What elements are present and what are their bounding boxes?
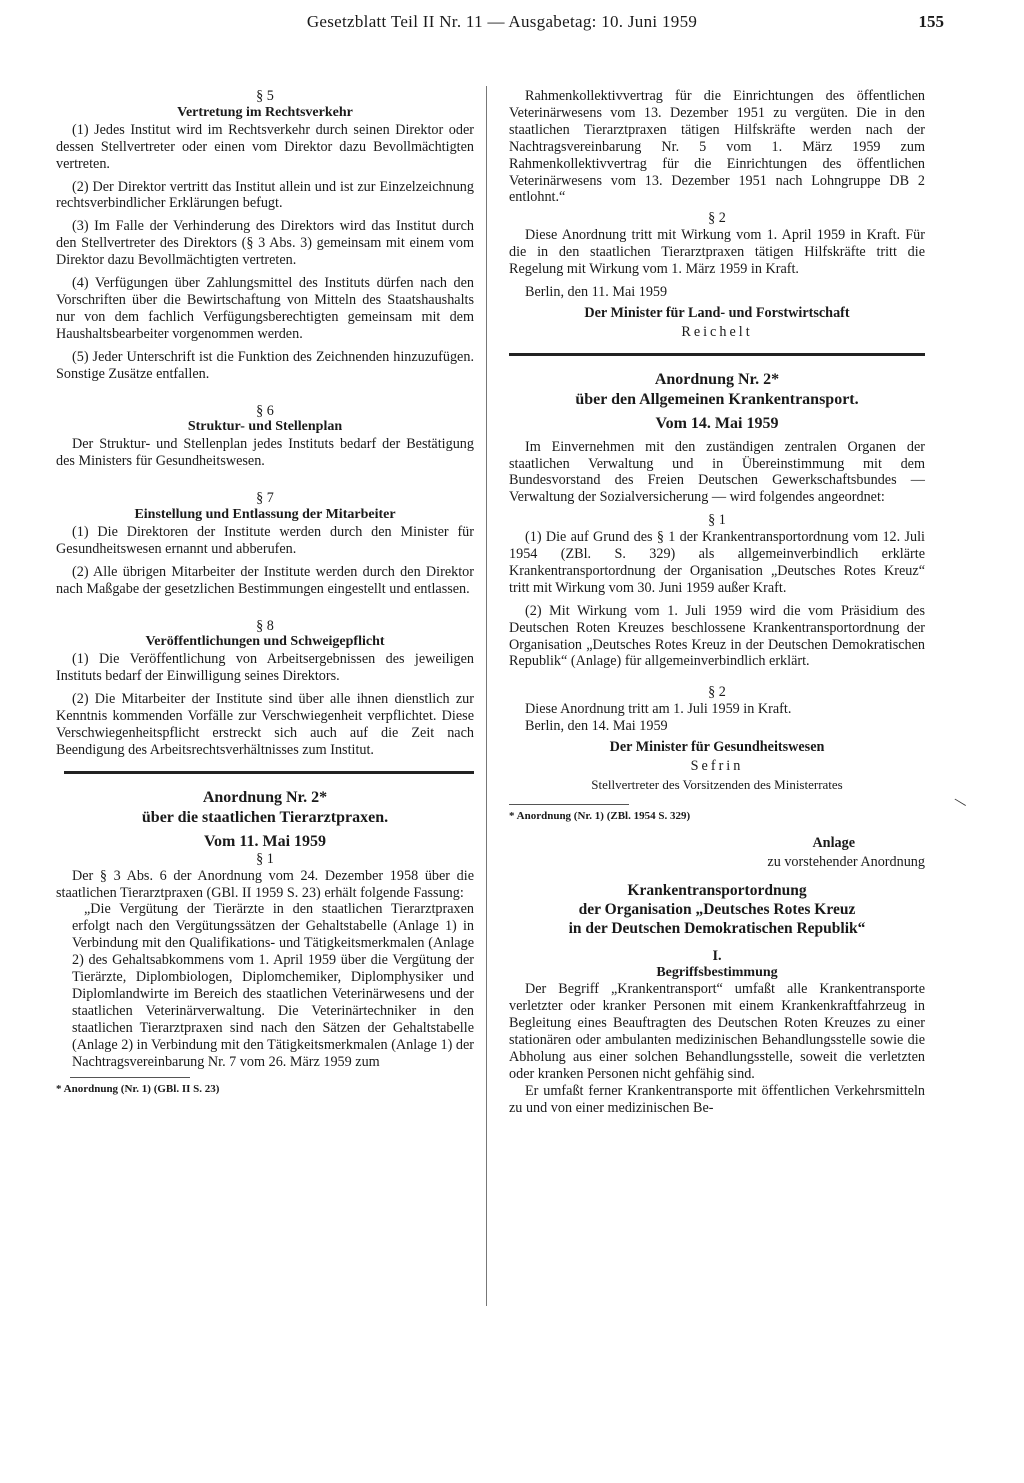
page-header [60, 12, 944, 40]
section-number: § 5 [256, 88, 274, 104]
paragraph: Diese Anordnung tritt mit Wirkung vom 1. April 1959 in Kraft. Für die in den staatlichen Tierarztpraxen tätigen Hilfskräfte tritt die Regelung mit Wirkung vom 1. März 1959 in Kraft. [509, 227, 925, 278]
ordinance-date: Vom 14. Mai 1959 [655, 414, 779, 432]
section-number: § 1 [256, 850, 274, 867]
ordinance-subtitle: über die staatlichen Tierarztpraxen. [141, 808, 389, 826]
section-number: § 2 [708, 210, 726, 227]
ordinance-date: Vom 11. Mai 1959 [203, 832, 327, 850]
ordinance-subtitle: über den Allgemeinen Krankentransport. [575, 390, 859, 408]
signatory-role: Stellvertreter des Vorsitzenden des Ministerrates [591, 776, 843, 792]
chapter-heading: Begriffsbestimmung [656, 964, 778, 980]
paragraph: (5) Jeder Unterschrift ist die Funktion des Zeichnenden hinzuzufügen. Sonstige Zusätze entfallen. [56, 348, 474, 382]
paragraph: (2) Die Mitarbeiter der Institute sind über alle ihnen dienstlich zur Kenntnis kommenden Vorfälle zur Verschwiegenheit verpflichtet. Diese Verschwiegenheitspflicht erstreckt sich auch auf die Zeit nach Beendigung des Arbeitsrechtsverhältnisses zum Institut. [56, 691, 474, 758]
footnote-rule [509, 804, 629, 805]
place-date: Berlin, den 11. Mai 1959 [525, 283, 668, 300]
regulation-title-line: der Organisation „Deutsches Rotes Kreuz [578, 900, 856, 918]
paragraph: (1) Die auf Grund des § 1 der Krankentransportordnung vom 12. Juli 1954 (ZBl. S. 329) als allgemeinverbindlich erklärte Krankentransportordnung der Organisation „Deutsches Rotes Kreuz“ tritt mit Wirkung vom 30. Juni 1959 außer Kraft. [509, 529, 925, 596]
place-date: Berlin, den 14. Mai 1959 [525, 718, 668, 735]
signatory-name: Reichelt [681, 323, 753, 340]
paragraph: (2) Der Direktor vertritt das Institut allein und ist zur Einzelzeichnung rechtsverbindlicher Erklärungen befugt. [56, 178, 474, 212]
right-column [509, 88, 925, 1117]
ordinance-title: Anordnung Nr. 2* [654, 370, 780, 388]
footnote-rule [70, 1077, 190, 1078]
gazette-title: Gesetzblatt Teil II Nr. 11 — Ausgabetag: 10. Juni 1959 [306, 12, 698, 31]
paragraph: (3) Im Falle der Verhinderung des Direktors wird das Institut durch den Stellvertreter des Direktors (§ 3 Abs. 3) gemeinsam mit einem vom Direktor dazu Bevollmächtigten vertreten. [56, 218, 474, 269]
ordinance-title: Anordnung Nr. 2* [202, 788, 328, 806]
minister-title: Der Minister für Land- und Forstwirtschaft [584, 304, 850, 321]
section-number: § 2 [708, 684, 726, 701]
regulation-title-line: in der Deutschen Demokratischen Republik“ [568, 919, 866, 937]
section-number: § 7 [256, 490, 274, 507]
paragraph: (2) Alle übrigen Mitarbeiter der Institute werden durch den Direktor nach Maßgabe der gesetzlichen Bestimmungen eingestellt und entlassen. [56, 563, 474, 597]
annex-heading: Anlage [812, 834, 855, 851]
minister-title: Der Minister für Gesundheitswesen [609, 739, 825, 756]
section-heading: Struktur- und Stellenplan [187, 419, 343, 435]
paragraph: Der § 3 Abs. 6 der Anordnung vom 24. Dezember 1958 über die staatlichen Tierarztpraxen (GBl. II 1959 S. 23) erhält folgende Fassung: [56, 867, 474, 901]
separator-rule [64, 771, 474, 774]
section-heading: Einstellung und Entlassung der Mitarbeiter [134, 507, 396, 523]
quoted-text [56, 901, 474, 1070]
footnote: * Anordnung (Nr. 1) (GBl. II S. 23) [56, 1082, 220, 1095]
page-number: 155 [918, 12, 944, 31]
pen-mark: \ [951, 792, 969, 812]
column-divider [486, 86, 487, 1306]
regulation-title-line: Krankentransportordnung [627, 881, 807, 899]
annex-subheading: zu vorstehender Anordnung [767, 853, 925, 870]
chapter-number: I. [712, 947, 722, 964]
paragraph: Der Struktur- und Stellenplan jedes Instituts bedarf der Bestätigung des Ministers für Gesundheitswesen. [56, 436, 474, 470]
section-heading: Veröffentlichungen und Schweigepflicht [145, 634, 385, 650]
paragraph: Der Begriff „Krankentransport“ umfaßt alle Krankentransporte verletzter oder kranker Personen mit einem Krankenkraftfahrzeug in Begleitung eines Beauftragten des Deutschen Roten Kreuzes zu einer stationären oder ambulanten medizinischen Behandlungsstelle sowie die Abholung aus einer solchen Behandlungsstelle, soweit die verletzten oder kranken Personen nicht gehfähig sind. [509, 981, 925, 1082]
left-column [56, 88, 474, 1096]
regulation-title [509, 881, 925, 938]
footnote: * Anordnung (Nr. 1) (ZBl. 1954 S. 329) [509, 809, 691, 822]
paragraph: (1) Die Direktoren der Institute werden durch den Minister für Gesundheitswesen ernannt und abberufen. [56, 523, 474, 557]
paragraph: (2) Mit Wirkung vom 1. Juli 1959 wird die vom Präsidium des Deutschen Roten Kreuzes beschlossene Krankentransportordnung der Organisation „Deutsches Rotes Kreuz in der Deutschen Demokratischen Republik“ (Anlage) für allgemeinverbindlich erklärt. [509, 602, 925, 670]
paragraph: Im Einvernehmen mit den zuständigen zentralen Organen der staatlichen Verwaltung und in Übereinstimmung mit dem Bundesvorstand des Freien Deutschen Gewerkschaftsbundes — Verwaltung der Sozialversicherung — wird folgendes angeordnet: [509, 438, 925, 506]
section-number: § 1 [708, 512, 726, 529]
paragraph: (1) Jedes Institut wird im Rechtsverkehr durch seinen Direktor oder dessen Stellvertreter oder einen vom Direktor dazu Bevollmächtigten vertreten. [56, 121, 474, 172]
paragraph: (4) Verfügungen über Zahlungsmittel des Instituts dürfen nach den Vorschriften über die Bewirtschaftung von Mitteln des Staatshaushalts nur von dem fachlich Verfügungsberechtigten gemeinsam mit dem Haushaltsbearbeiter vorgenommen werden. [56, 275, 474, 342]
section-heading: Vertretung im Rechtsverkehr [177, 104, 353, 120]
paragraph: Diese Anordnung tritt am 1. Juli 1959 in Kraft. [525, 701, 792, 718]
section-number: § 8 [256, 617, 274, 634]
paragraph: Er umfaßt ferner Krankentransporte mit öffentlichen Verkehrsmitteln zu und von einer medizinischen Be- [509, 1082, 925, 1116]
paragraph: (1) Die Veröffentlichung von Arbeitsergebnissen des jeweiligen Instituts bedarf der Einwilligung seines Direktors. [56, 651, 474, 685]
paragraph: Rahmenkollektivvertrag für die Einrichtungen des öffentlichen Veterinärwesens vom 13. Dezember 1951 zu vergüten. Die in den staatlichen Tierarztpraxen tätigen Hilfskräfte werden nach der Nachtragsvereinbarung Nr. 5 vom 1. März 1959 zum Rahmenkollektivvertrag für die Einrichtungen des öffentlichen Veterinärwesens vom 13. Dezember 1951 nach Lohngruppe DB 2 entlohnt.“ [509, 88, 925, 206]
paragraph: „Die Vergütung der Tierärzte in den staatlichen Tierarztpraxen erfolgt nach den Vergütungssätzen der Gehaltstabelle (Anlage 1) in Verbindung mit den Qualifikations- und Tätigkeitsmerkmalen (Anlage 2) des Gehaltsabkommens vom 1. April 1959 über die Vergütung der Tierärzte, Diplombiologen, Diplomchemiker, Diplomphysiker und Diplomlandwirte im Bereich des staatlichen Veterinärwesens und der staatlichen Veterinärverwaltung. Die Veterinärtechniker in den staatlichen Tierarztpraxen sind nach den Sätzen der Gehaltstabelle (Anlage 2) in Verbindung mit den Tätigkeitsmerkmalen (Anlage 1) der Nachtragsvereinbarung Nr. 7 vom 26. März 1959 zum [72, 901, 474, 1070]
separator-rule [509, 353, 925, 356]
signatory-name: Sefrin [690, 758, 744, 774]
section-number: § 6 [256, 402, 274, 419]
